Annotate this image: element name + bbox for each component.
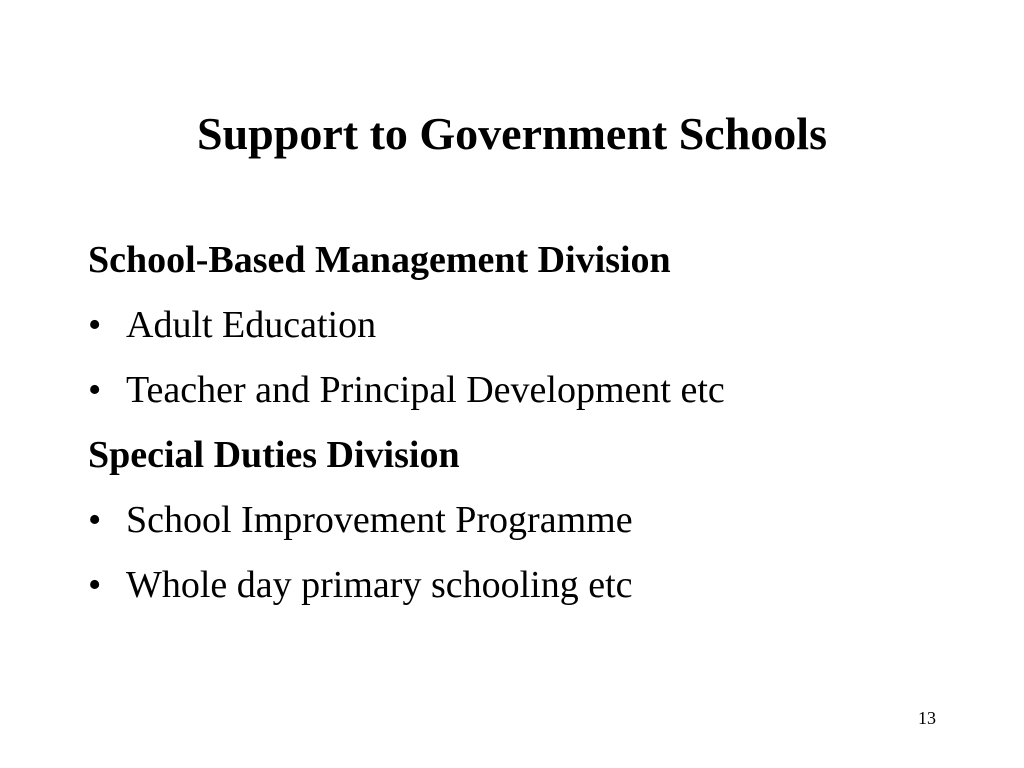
bullet-item-adult-education: [88, 293, 988, 358]
bullet-item-whole-day-primary: [88, 553, 988, 618]
slide-content: [88, 228, 988, 618]
slide-title: Support to Government Schools: [197, 108, 827, 159]
bullet-icon: •: [88, 499, 102, 541]
bullet-icon: •: [88, 304, 102, 346]
bullet-text: Whole day primary schooling etc: [126, 564, 633, 606]
bullet-item-school-improvement: [88, 488, 988, 553]
section-heading-school-based-management: School-Based Management Division: [88, 239, 671, 281]
bullet-icon: •: [88, 564, 102, 606]
bullet-text: Adult Education: [126, 304, 377, 346]
page-number: 13: [918, 708, 936, 728]
bullet-text: Teacher and Principal Development etc: [126, 369, 725, 411]
bullet-item-teacher-principal-development: [88, 358, 988, 423]
bullet-text: School Improvement Programme: [126, 499, 633, 541]
section-heading-special-duties: Special Duties Division: [88, 434, 460, 476]
bullet-icon: •: [88, 369, 102, 411]
